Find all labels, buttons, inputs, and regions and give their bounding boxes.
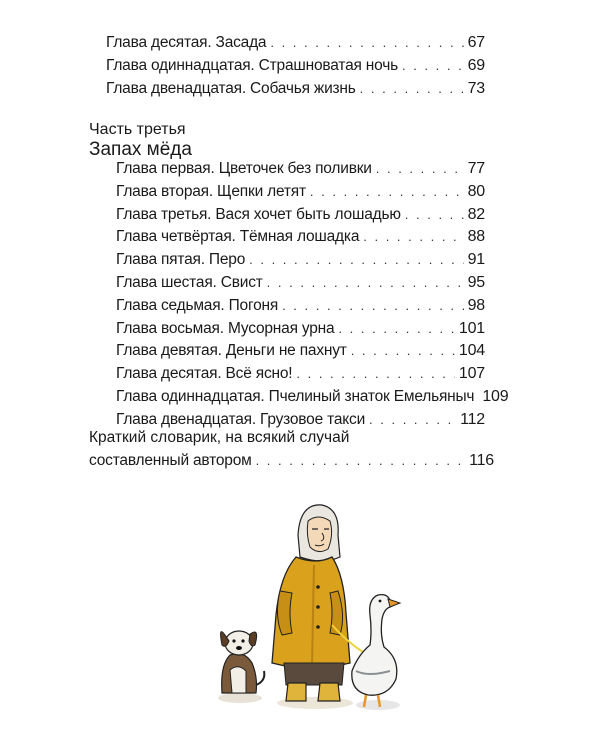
toc-entry-page: 77 — [467, 160, 485, 177]
toc-entry[interactable] — [116, 364, 485, 384]
toc-entry-page: 69 — [467, 57, 485, 74]
toc-entry[interactable] — [106, 56, 485, 76]
toc-entry-title: Глава десятая. Засада — [106, 34, 267, 51]
toc-entry[interactable] — [116, 227, 485, 247]
toc-entry-title: Глава шестая. Свист — [116, 274, 263, 291]
glossary-title-line1: Краткий словарик, на всякий случай — [89, 429, 350, 446]
toc-entry-page: 107 — [458, 365, 485, 382]
toc-entry-page: 95 — [467, 274, 485, 291]
toc-entry-page: 104 — [458, 342, 485, 359]
toc-entry-page: 98 — [467, 297, 485, 314]
toc-entry-page: 67 — [467, 34, 485, 51]
toc-entry-page: 109 — [482, 388, 509, 405]
toc-entry-title: Глава двенадцатая. Собачья жизнь — [106, 80, 356, 97]
toc-entry-page: 88 — [467, 228, 485, 245]
leader-dots — [363, 227, 463, 247]
leader-dots — [256, 451, 466, 471]
goose-illustration — [352, 595, 400, 710]
toc-entry-title: Глава третья. Вася хочет быть лошадью — [116, 206, 401, 223]
dog-illustration — [218, 631, 264, 703]
toc-entry-title: Глава вторая. Щепки летят — [116, 183, 306, 200]
leader-dots — [376, 159, 464, 179]
toc-entry-page: 82 — [467, 206, 485, 223]
toc-entry[interactable] — [116, 250, 485, 270]
toc-entry[interactable] — [116, 182, 485, 202]
toc-entry[interactable] — [116, 273, 485, 293]
toc-entry-glossary[interactable] — [89, 451, 494, 471]
leader-dots — [267, 273, 464, 293]
toc-entry-title: Глава пятая. Перо — [116, 251, 246, 268]
leader-dots — [338, 319, 454, 339]
toc-entry-title: Глава одиннадцатая. Пчелиный знаток Емельяныч — [116, 388, 475, 405]
leader-dots — [310, 182, 464, 202]
toc-entry[interactable] — [116, 341, 485, 361]
toc-entry-page: 112 — [460, 411, 485, 428]
leader-dots — [296, 364, 455, 384]
toc-entry[interactable] — [116, 205, 485, 225]
toc-entry[interactable] — [116, 296, 485, 316]
leader-dots — [405, 205, 464, 225]
toc-entry-page: 80 — [467, 183, 485, 200]
part-label: Часть третья — [89, 121, 186, 138]
toc-entry-page: 91 — [467, 251, 485, 268]
toc-entry-page: 73 — [467, 80, 485, 97]
toc-entry[interactable] — [116, 410, 485, 430]
toc-entry[interactable] — [116, 159, 485, 179]
toc-entry-title: Глава первая. Цветочек без поливки — [116, 160, 372, 177]
leader-dots — [402, 56, 464, 76]
toc-entry-title: Глава девятая. Деньги не пахнут — [116, 342, 347, 359]
toc-entry-title: Глава одиннадцатая. Страшноватая ночь — [106, 57, 398, 74]
leader-dots — [249, 250, 463, 270]
toc-entry-title: Глава четвёртая. Тёмная лошадка — [116, 228, 360, 245]
toc-entry[interactable] — [116, 319, 485, 339]
illustration — [200, 495, 420, 725]
toc-entry[interactable] — [106, 79, 485, 99]
toc-entry-page: 116 — [469, 452, 494, 469]
toc-entry-title: Глава десятая. Всё ясно! — [116, 365, 293, 382]
toc-entry-title: Глава восьмая. Мусорная урна — [116, 320, 335, 337]
toc-entry-title: Глава двенадцатая. Грузовое такси — [116, 411, 366, 428]
leader-dots — [369, 410, 456, 430]
leader-dots — [360, 79, 464, 99]
toc-entry[interactable] — [116, 387, 509, 407]
toc-entry[interactable] — [106, 33, 485, 53]
part-title: Запах мёда — [89, 139, 192, 160]
leader-dots — [351, 341, 455, 361]
leader-dots — [282, 296, 464, 316]
toc-entry-title: составленный автором — [89, 452, 252, 469]
leader-dots — [270, 33, 463, 53]
toc-entry-page: 101 — [458, 320, 485, 337]
toc-entry-title: Глава седьмая. Погоня — [116, 297, 279, 314]
